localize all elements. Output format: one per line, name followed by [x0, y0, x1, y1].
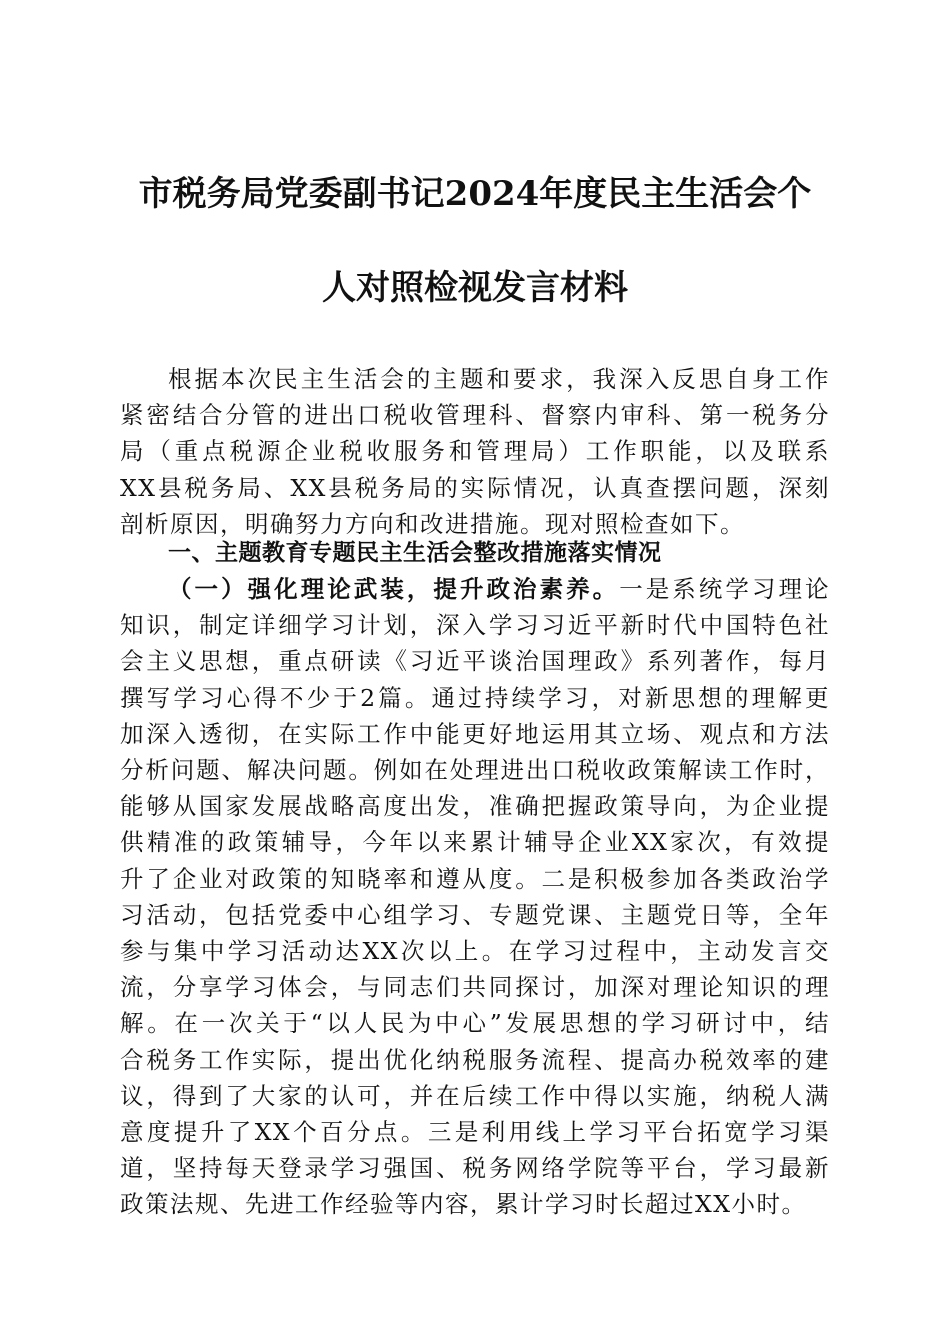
section-heading-1: 一、主题教育专题民主生活会整改措施落实情况: [168, 540, 662, 566]
body-line: 道，坚持每天登录学习强国、税务网络学院等平台，学习最新: [120, 1154, 830, 1183]
intro-paragraph: [120, 361, 830, 542]
subsection-1-first-line: [120, 571, 830, 607]
intro-line: 紧密结合分管的进出口税收管理科、督察内审科、第一税务分: [120, 401, 830, 430]
body-line: 参与集中学习活动达XX次以上。在学习过程中，主动发言交: [120, 937, 830, 966]
body-line: 意度提升了XX个百分点。三是利用线上学习平台拓宽学习渠: [120, 1118, 830, 1147]
body-line: 分析问题、解决问题。例如在处理进出口税收政策解读工作时，: [120, 756, 830, 785]
intro-line: 根据本次民主生活会的主题和要求，我深入反思自身工作: [168, 365, 830, 393]
body-line: 习活动，包括党委中心组学习、专题党课、主题党日等，全年: [120, 900, 830, 929]
subsection-1-paragraph: [120, 571, 830, 1223]
body-line: 升了企业对政策的知晓率和遵从度。二是积极参加各类政治学: [120, 864, 830, 893]
body-line: 加深入透彻，在实际工作中能更好地运用其立场、观点和方法: [120, 719, 830, 748]
body-line: 流，分享学习体会，与同志们共同探讨，加深对理论知识的理: [120, 973, 830, 1002]
body-line: 供精准的政策辅导，今年以来累计辅导企业XX家次，有效提: [120, 828, 830, 857]
body-line: 能够从国家发展战略高度出发，准确把握政策导向，为企业提: [120, 792, 830, 821]
intro-line: 剖析原因，明确努力方向和改进措施。现对照检查如下。: [120, 509, 745, 538]
body-line: 会主义思想，重点研读《习近平谈治国理政》系列著作，每月: [120, 647, 830, 676]
document-title-line-1: 市税务局党委副书记2024年度民主生活会个: [138, 174, 812, 214]
body-line: 政策法规、先进工作经验等内容，累计学习时长超过XX小时。: [120, 1190, 807, 1219]
body-line: 合税务工作实际，提出优化纳税服务流程、提高办税效率的建: [120, 1045, 830, 1074]
subsection-1-first-rest: 一是系统学习理论: [619, 575, 831, 603]
body-line: 知识，制定详细学习计划，深入学习习近平新时代中国特色社: [120, 611, 830, 640]
document-title-line-2: 人对照检视发言材料: [322, 268, 628, 308]
intro-line: XX县税务局、XX县税务局的实际情况，认真查摆问题，深刻: [120, 473, 830, 502]
body-line: 撰写学习心得不少于2篇。通过持续学习，对新思想的理解更: [120, 683, 830, 712]
subsection-1-title: （一）强化理论武装，提升政治素养。: [168, 575, 620, 603]
intro-line: 局（重点税源企业税收服务和管理局）工作职能，以及联系: [120, 437, 830, 466]
body-line: 解。在一次关于“以人民为中心”发展思想的学习研讨中，结: [120, 1009, 830, 1038]
body-line: 议，得到了大家的认可，并在后续工作中得以实施，纳税人满: [120, 1081, 830, 1110]
